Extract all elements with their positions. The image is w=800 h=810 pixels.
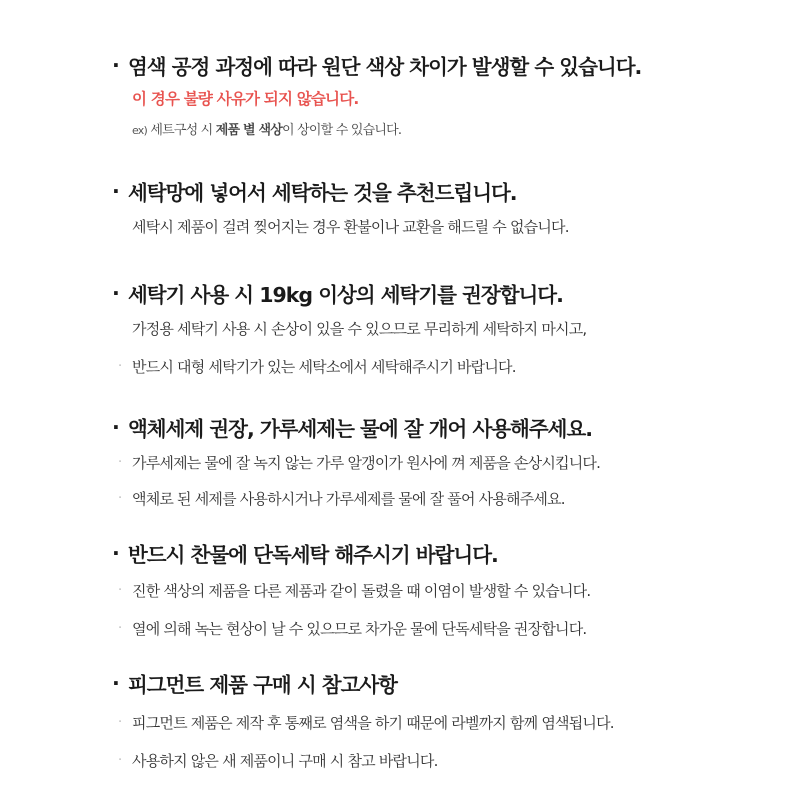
section-heading — [112, 412, 772, 442]
heading-text: 반드시 찬물에 단독세탁 해주시기 바랍니다. — [128, 543, 498, 567]
section-heading — [112, 538, 772, 568]
detail-line: · 가루세제는 물에 잘 녹지 않는 가루 알갱이가 원사에 껴 제품을 손상시킵니다. — [132, 452, 600, 474]
heading-text: 액체세제 권장, 가루세제는 물에 잘 개어 사용해주세요. — [128, 417, 593, 441]
note-bold: 제품 별 색상 — [215, 123, 283, 138]
detail-line: 세탁시 제품이 걸려 찢어지는 경우 환불이나 교환을 해드릴 수 없습니다. — [132, 218, 569, 236]
detail-line: · 열에 의해 녹는 현상이 날 수 있으므로 차가운 물에 단독세탁을 권장합니다. — [132, 618, 586, 640]
section-pigment — [112, 668, 772, 770]
section-cold-water — [112, 538, 772, 638]
detail-line: 가정용 세탁기 사용 시 손상이 있을 수 있으므로 무리하게 세탁하지 마시고, — [132, 320, 587, 338]
section-heading — [112, 668, 772, 698]
detail-line: · 진한 색상의 제품을 다른 제품과 같이 돌렸을 때 이염이 발생할 수 있습니다. — [132, 580, 590, 602]
detail-line: · 사용하지 않은 새 제품이니 구매 시 참고 바랍니다. — [132, 750, 438, 772]
bullet-mark: · — [112, 415, 119, 439]
heading-text: 세탁기 사용 시 19kg 이상의 세탁기를 권장합니다. — [128, 283, 563, 307]
bullet-mark: · — [112, 541, 119, 565]
bullet-mark: · — [112, 179, 119, 203]
detail-line: · 피그먼트 제품은 제작 후 통째로 염색을 하기 때문에 라벨까지 함께 염색됩니다. — [132, 712, 614, 734]
note-prefix: ex) — [132, 124, 147, 137]
section-color-difference — [112, 50, 772, 138]
section-heading — [112, 278, 772, 308]
detail-line: · 액체로 된 세제를 사용하시거나 가루세제를 물에 잘 풀어 사용해주세요. — [132, 488, 565, 510]
bullet-mark: · — [112, 671, 119, 695]
note-before: 세트구성 시 — [146, 123, 216, 138]
warning-text: 이 경우 불량 사유가 되지 않습니다. — [132, 90, 359, 108]
bullet-mark: · — [112, 53, 119, 77]
note-after: 이 상이할 수 있습니다. — [282, 123, 402, 138]
section-laundry-net — [112, 176, 772, 236]
heading-text: 피그먼트 제품 구매 시 참고사항 — [128, 673, 397, 697]
section-washing-machine — [112, 278, 772, 376]
example-note — [132, 120, 401, 142]
heading-text: 세탁망에 넣어서 세탁하는 것을 추천드립니다. — [128, 181, 517, 205]
section-heading — [112, 176, 772, 206]
section-detergent — [112, 412, 772, 508]
detail-line: · 반드시 대형 세탁기가 있는 세탁소에서 세탁해주시기 바랍니다. — [132, 356, 516, 378]
bullet-mark: · — [112, 281, 119, 305]
section-heading — [112, 50, 772, 80]
heading-text: 염색 공정 과정에 따라 원단 색상 차이가 발생할 수 있습니다. — [128, 55, 642, 79]
